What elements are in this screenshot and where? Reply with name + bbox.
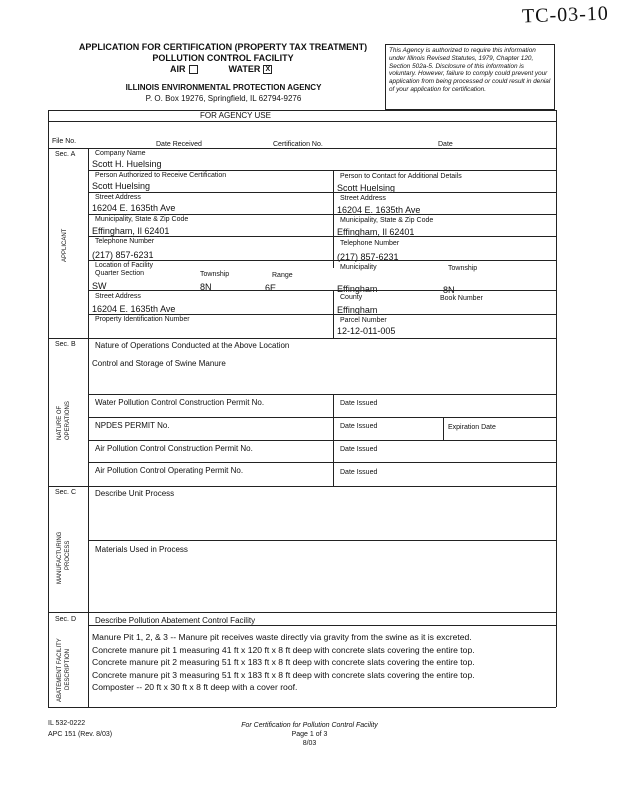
township-label: Township — [200, 271, 230, 278]
sec-b-side-label-1: NATURE OF — [57, 405, 63, 440]
telephone-label: Telephone Number — [95, 238, 155, 245]
notice-text: This Agency is authorized to require this information under Illinois Revised Statutes, 1979, Chapter 120, Section 502a-5. Disclosure of this information is voluntary. However, failure to comply could prevent your application from being processed or could result in denial of your application for certification. — [389, 47, 551, 93]
township-label-2: Township — [448, 265, 478, 272]
quarter-section: SW — [92, 281, 107, 291]
parcel-number: 12-12-011-005 — [337, 326, 396, 336]
materials-label: Materials Used in Process — [95, 545, 188, 554]
abatement-line: Concrete manure pit 2 measuring 51 ft x 183 ft x 8 ft deep with concrete slats covering the entire top. — [92, 657, 475, 667]
parcel-number-label: Parcel Number — [340, 317, 387, 324]
water-label: WATER — [228, 64, 261, 74]
npdes-date-label: Date Issued — [340, 423, 378, 430]
company-name: Scott H. Huelsing — [92, 159, 162, 169]
form-number: IL 532-0222 — [48, 720, 86, 727]
corner-note: TC-03-10 — [521, 2, 610, 28]
property-id-label: Property Identification Number — [95, 316, 190, 323]
abatement-line: Concrete manure pit 1 measuring 41 ft x 120 ft x 8 ft deep with concrete slats covering the entire top. — [92, 644, 475, 655]
sec-d-side-label-2: DESCRIPTION — [65, 648, 71, 690]
range: 6E — [265, 283, 277, 293]
sec-d-tag: Sec. D — [55, 616, 77, 623]
notice-box — [385, 44, 555, 110]
agency-name: ILLINOIS ENVIRONMENTAL PROTECTION AGENCY — [125, 83, 322, 92]
certification-no-label: Certification No. — [273, 141, 323, 148]
sec-b-tag: Sec. B — [55, 341, 76, 348]
street-address-3: 16204 E. 1635th Ave — [92, 304, 176, 314]
abatement-line: Composter -- 20 ft x 30 ft x 8 ft deep with a cover roof. — [92, 682, 298, 692]
municipality-2: Effingham, Il 62401 — [337, 227, 415, 237]
auth-person-label: Person Authorized to Receive Certification — [95, 172, 227, 179]
abatement-label: Describe Pollution Abatement Control Facility — [95, 616, 256, 625]
agency-date-label: Date — [438, 141, 453, 148]
file-no-label: File No. — [52, 138, 77, 145]
telephone-2: (217) 857-6231 — [337, 252, 399, 262]
npdes-permit-label: NPDES PERMIT No. — [95, 421, 170, 430]
street-address-label: Street Address — [95, 194, 141, 201]
npdes-expiration-label: Expiration Date — [448, 424, 496, 431]
abatement-line: Manure Pit 1, 2, & 3 -- Manure pit receives waste directly via gravity from the swine as it is excreted. — [92, 632, 472, 642]
sec-c-side-label-2: PROCESS — [65, 540, 71, 570]
date-received-label: Date Received — [156, 141, 202, 148]
nature-label: Nature of Operations Conducted at the Above Location — [95, 341, 290, 350]
agency-address: P. O. Box 19276, Springfield, IL 62794-9276 — [145, 94, 302, 103]
telephone-label-2: Telephone Number — [340, 240, 400, 247]
apc-revision: APC 151 (Rev. 8/03) — [48, 731, 113, 738]
form-subtitle: POLLUTION CONTROL FACILITY — [152, 53, 294, 63]
facility-municipality: Effingham — [337, 284, 378, 294]
air-label: AIR — [170, 64, 186, 74]
municipality: Effingham, Il 62401 — [92, 226, 170, 236]
sec-d-side-label-1: ABATEMENT FACILITY — [57, 638, 63, 702]
book-number-label: Book Number — [440, 295, 483, 302]
footer-page: Page 1 of 3 — [291, 731, 328, 738]
range-label: Range — [272, 272, 293, 279]
municipality-field-label: Municipality — [340, 264, 377, 271]
contact-person-label: Person to Contact for Additional Details — [340, 173, 462, 180]
sec-a-tag: Sec. A — [55, 151, 76, 158]
form-title: APPLICATION FOR CERTIFICATION (PROPERTY TAX TREATMENT) — [78, 42, 368, 52]
wpc-date-label: Date Issued — [340, 400, 378, 407]
apc-construction-label: Air Pollution Control Construction Permit No. — [95, 444, 253, 453]
unit-process-label: Describe Unit Process — [95, 489, 175, 498]
apc-operating-label: Air Pollution Control Operating Permit No. — [95, 466, 244, 475]
sec-a-side-label: APPLICANT — [62, 228, 68, 262]
air-water-row — [170, 64, 330, 74]
company-name-label: Company Name — [95, 150, 146, 157]
telephone: (217) 857-6231 — [92, 250, 154, 260]
auth-person-name: Scott Huelsing — [92, 181, 151, 191]
county: Effingham — [337, 305, 378, 315]
street-address: 16204 E. 1635th Ave — [92, 203, 176, 213]
municipality-label: Municipality, State & Zip Code — [95, 216, 189, 223]
sec-c-tag: Sec. C — [55, 489, 77, 496]
street-address-2: 16204 E. 1635th Ave — [337, 205, 421, 215]
municipality-label-2: Municipality, State & Zip Code — [340, 217, 434, 224]
apc-construction-date-label: Date Issued — [340, 446, 378, 453]
county-label: County — [340, 294, 363, 301]
abatement-line: Concrete manure pit 3 measuring 51 ft x 183 ft x 8 ft deep with concrete slats covering the entire top. — [92, 669, 475, 680]
wpc-permit-label: Water Pollution Control Construction Permit No. — [95, 398, 265, 407]
sec-b-side-label-2: OPERATIONS — [65, 401, 71, 440]
township: 8N — [200, 282, 212, 292]
quarter-section-label: Quarter Section — [95, 270, 145, 277]
street-address-label-2: Street Address — [340, 195, 386, 202]
apc-operating-date-label: Date Issued — [340, 469, 378, 476]
nature-of-operations: Control and Storage of Swine Manure — [92, 359, 226, 368]
township-2: 8N — [443, 285, 455, 295]
footer-title: For Certification for Pollution Control Facility — [241, 722, 378, 729]
contact-person-name: Scott Huelsing — [337, 183, 396, 193]
footer-date: 8/03 — [302, 740, 317, 747]
water-checkbox[interactable]: X — [263, 65, 272, 74]
street-address-label-3: Street Address — [95, 293, 141, 300]
air-checkbox[interactable] — [189, 65, 198, 74]
location-label: Location of Facility — [95, 262, 153, 269]
agency-use-label: FOR AGENCY USE — [200, 111, 271, 120]
sec-c-side-label-1: MANUFACTURING — [57, 531, 63, 584]
abatement-description — [92, 631, 552, 694]
